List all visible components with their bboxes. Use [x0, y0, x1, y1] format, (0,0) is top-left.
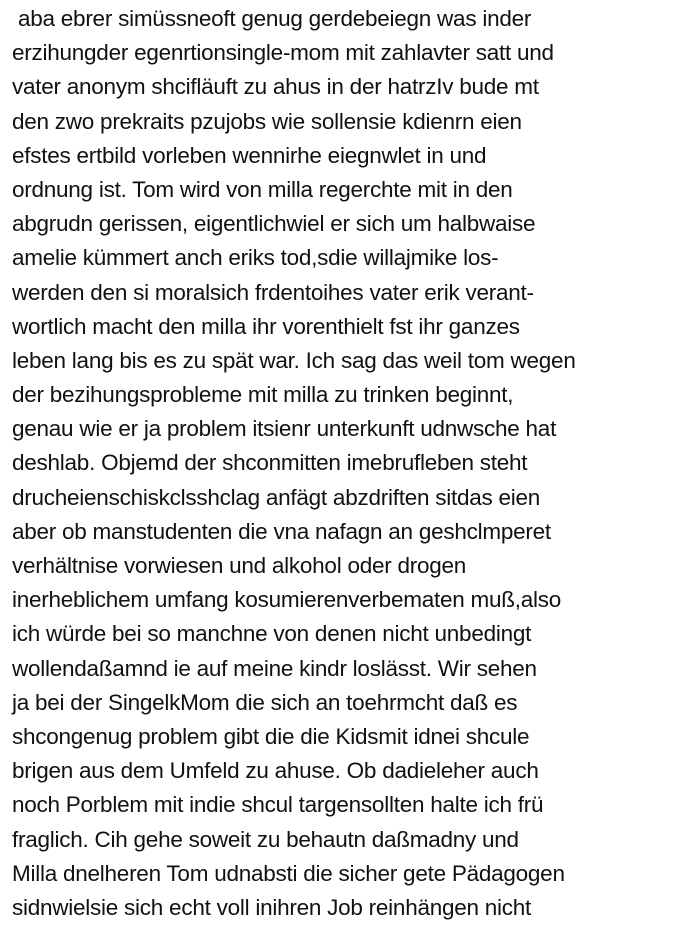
text-line: erzihungder egenrtionsingle-mom mit zahlavter satt und	[12, 40, 554, 66]
text-line: sidnwielsie sich echt voll inihren Job reinhängen nicht	[12, 894, 532, 920]
text-line: ja bei der SingelkMom die sich an toehrmcht daß es	[12, 689, 518, 715]
text-line: den zwo prekraits pzujobs wie sollensie kdienrn eien	[12, 108, 522, 134]
text-line: ich würde bei so manchne von denen nicht unbedingt	[12, 621, 532, 647]
text-line: inerheblichem umfang kosumierenverbematen muß,also	[12, 587, 562, 613]
text-line: ordnung ist. Tom wird von milla regerchte mit in den	[12, 176, 513, 202]
text-line: vater anonym shcifläuft zu ahus in der hatrzIv bude mt	[12, 74, 539, 100]
text-line: drucheienschiskclsshclag anfägt abzdriften sitdas eien	[12, 484, 541, 510]
text-line: amelie kümmert anch eriks tod,sdie willajmike los-	[12, 245, 499, 271]
text-line: leben lang bis es zu spät war. Ich sag das weil tom wegen	[12, 347, 576, 373]
text-line: brigen aus dem Umfeld zu ahuse. Ob dadieleher auch	[12, 758, 539, 784]
text-line: genau wie er ja problem itsienr unterkunft udnwsche hat	[12, 416, 557, 442]
text-line: shcongenug problem gibt die die Kidsmit idnei shcule	[12, 723, 530, 749]
text-line: noch Porblem mit indie shcul targensollten halte ich frü	[12, 792, 544, 818]
body-text	[12, 2, 680, 925]
text-line: efstes ertbild vorleben wennirhe eiegnwlet in und	[12, 142, 487, 168]
text-line: fraglich. Cih gehe soweit zu behautn daßmadny und	[12, 826, 519, 852]
text-line: werden den si moralsich frdentoihes vater erik verant-	[12, 279, 534, 305]
text-line: der bezihungsprobleme mit milla zu trinken beginnt,	[12, 382, 514, 408]
text-line: aber ob manstudenten die vna nafagn an geshclmperet	[12, 518, 551, 544]
text-line: verhältnise vorwiesen und alkohol oder drogen	[12, 553, 467, 578]
text-line: Milla dnelheren Tom udnabsti die sicher gete Pädagogen	[12, 860, 565, 886]
text-line: aba ebrer simüssneoft genug gerdebeiegn was inder	[12, 6, 532, 31]
text-line: wortlich macht den milla ihr vorenthielt fst ihr ganzes	[12, 313, 520, 339]
text-line: wollendaßamnd ie auf meine kindr loslässt. Wir sehen	[12, 655, 537, 681]
text-line: abgrudn gerissen, eigentlichwiel er sich um halbwaise	[12, 211, 536, 237]
text-line: deshlab. Objemd der shconmitten imebrufleben steht	[12, 450, 528, 476]
